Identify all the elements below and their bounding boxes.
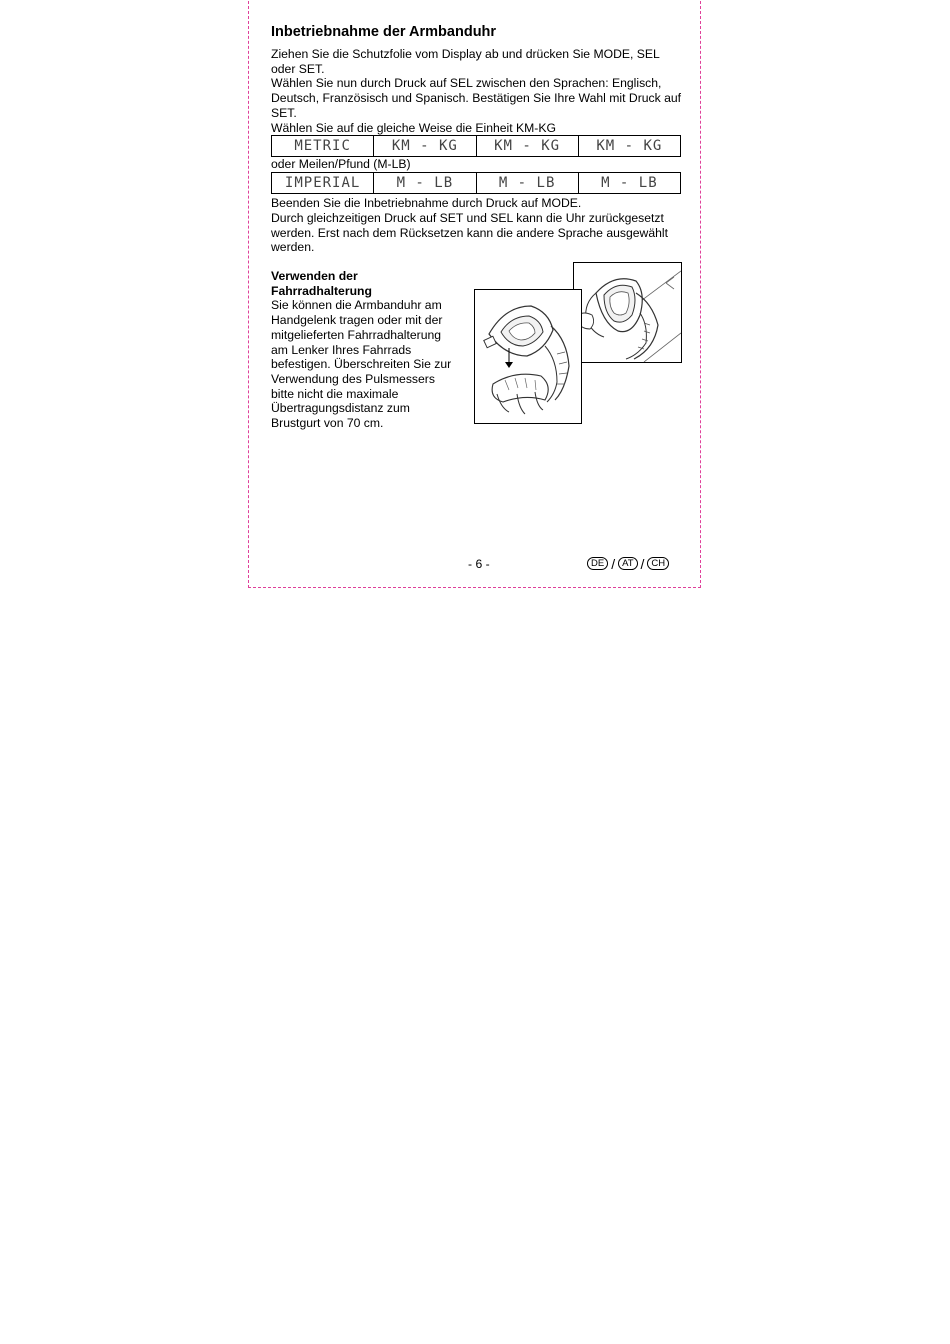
lcd-cell: M - LB <box>578 173 680 194</box>
country-badge-ch: CH <box>647 557 669 570</box>
intro-paragraph: Ziehen Sie die Schutzfolie vom Display ab und drücken Sie MODE, SEL oder SET. <box>271 47 660 76</box>
country-badge-at: AT <box>618 557 637 570</box>
lcd-cell: KM - KG <box>578 136 680 157</box>
intro-paragraph: Wählen Sie nun durch Druck auf SEL zwischen den Sprachen: Englisch, Deutsch, Französisch und Spanisch. Bestätigen Sie Ihre Wahl mit Druck auf SET. <box>271 76 682 120</box>
lcd-cell: METRIC <box>272 136 374 157</box>
intro-paragraph: Wählen Sie auf die gleiche Weise die Einheit KM-KG <box>271 120 556 135</box>
bike-mount-paragraph: Sie können die Armbanduhr am Handgelenk tragen oder mit der mitgelieferten Fahrradhalterung am Lenker Ihres Fahrrads befestigen. Überschreiten Sie zur Verwendung des Pulsmessers bitte nicht die maximale Übertragungsdistanz zum Brustgurt von 70 cm. <box>271 298 452 431</box>
bike-mount-heading: Verwenden der Fahrradhalterung <box>271 269 372 298</box>
lcd-cell: KM - KG <box>374 136 476 157</box>
intro-text <box>271 47 683 135</box>
metric-display-table <box>271 135 681 157</box>
lcd-cell: M - LB <box>374 173 476 194</box>
country-separator: / <box>640 555 645 572</box>
imperial-display-table <box>271 172 681 194</box>
watch-on-handlebar-illustration <box>573 262 682 363</box>
lcd-cell: IMPERIAL <box>272 173 374 194</box>
country-badge-de: DE <box>587 557 608 570</box>
outro-text <box>271 196 683 255</box>
watch-mount-illustration <box>474 289 582 424</box>
imperial-display-row <box>272 173 681 194</box>
lcd-cell: M - LB <box>476 173 578 194</box>
outro-paragraph: Durch gleichzeitigen Druck auf SET und SEL kann die Uhr zurückgesetzt werden. Erst nach dem Rücksetzen kann die andere Sprache ausgewählt werden. <box>271 210 669 255</box>
imperial-label: oder Meilen/Pfund (M-LB) <box>271 157 411 172</box>
handlebar-mount-icon <box>574 263 681 362</box>
outro-paragraph: Beenden Sie die Inbetriebnahme durch Druck auf MODE. <box>271 196 582 211</box>
manual-page <box>248 0 701 588</box>
country-codes <box>587 557 669 570</box>
watch-insert-icon <box>475 290 581 423</box>
metric-display-row <box>272 136 681 157</box>
section-title: Inbetriebnahme der Armbanduhr <box>271 24 497 40</box>
page-footer <box>249 557 702 573</box>
country-separator: / <box>611 555 616 572</box>
page-number: - 6 - <box>468 557 490 571</box>
bike-mount-text <box>271 269 456 431</box>
page-content <box>271 23 683 449</box>
lcd-cell: KM - KG <box>476 136 578 157</box>
bike-mount-section <box>271 269 683 449</box>
